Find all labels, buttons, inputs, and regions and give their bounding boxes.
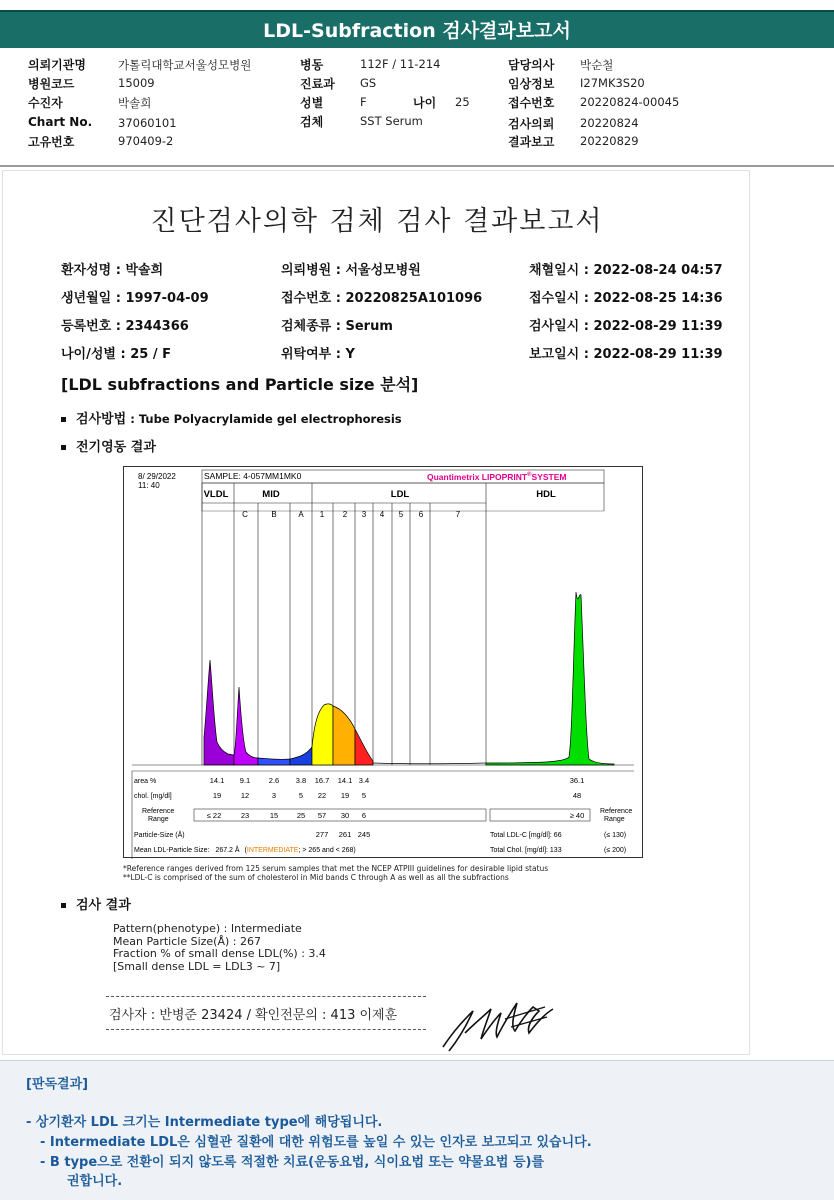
reference-value: 30 <box>340 811 350 820</box>
band-label-B: B <box>271 510 277 519</box>
header-label: 나이 <box>413 96 437 110</box>
chol-value: 22 <box>317 791 327 800</box>
row-label-ref-right: Reference <box>600 808 633 815</box>
row-label-area: area % <box>134 778 157 785</box>
bullet-icon <box>61 903 66 908</box>
patient-info: 위탁여부 : Y <box>281 347 355 362</box>
band-label-7: 7 <box>455 510 461 519</box>
electro-heading <box>61 436 156 455</box>
header-label: 접수번호 <box>508 96 555 110</box>
patient-info: 생년월일 : 1997-04-09 <box>61 291 209 306</box>
header-value: F <box>360 95 367 109</box>
mid-c-peak <box>234 687 258 765</box>
examiner-line: 검사자 : 반병준 23424 / 확인전문의 : 413 이제훈 <box>109 1008 398 1023</box>
band-label-A: A <box>298 510 304 519</box>
header-label: 검사의뢰 <box>508 117 555 131</box>
mean-size-label: Mean LDL-Particle Size: 267.2 Å (INTERMEDIATE; > 265 and < 268) <box>134 847 356 854</box>
reference-value: 15 <box>269 811 279 820</box>
patient-info: 접수일시 : 2022-08-25 14:36 <box>529 291 723 306</box>
method-line <box>61 408 402 427</box>
header-info <box>0 56 834 168</box>
header-value: 20220829 <box>580 134 639 148</box>
note-line: *Reference ranges derived from 125 serum samples that met the NCEP ATPIII guidelines for desirable lipid status <box>123 864 549 873</box>
signature-bottom-rule <box>106 1029 426 1030</box>
sample-id: SAMPLE: 4-057MM1MK0 <box>204 471 302 481</box>
chart-notes <box>123 864 548 882</box>
header-label: 병원코드 <box>28 77 75 91</box>
patient-info: 보고일시 : 2022-08-29 11:39 <box>529 347 723 362</box>
header-label: 임상정보 <box>508 77 555 91</box>
header-value: 25 <box>455 95 470 109</box>
chol-value: 3 <box>271 791 277 800</box>
electrophoresis-curve <box>204 592 614 765</box>
area-pct-value: 36.1 <box>569 776 585 785</box>
patient-info: 나이/성별 : 25 / F <box>61 347 172 362</box>
area-pct-value: 14.1 <box>209 776 225 785</box>
electrophoresis-svg <box>124 467 644 859</box>
reference-value: ≤ 22 <box>206 811 222 820</box>
ldl2-peak <box>333 706 355 765</box>
result-line: Mean Particle Size(Å) : 267 <box>113 934 261 948</box>
interpretation-heading: [판독결과] <box>26 1077 89 1092</box>
header-label: 의뢰기관명 <box>28 58 86 72</box>
group-ldl: LDL <box>390 489 410 500</box>
chol-value: 19 <box>340 791 350 800</box>
vldl-peak <box>204 660 234 765</box>
method-label: 검사방법 <box>76 412 127 427</box>
interpretation-line: 권합니다. <box>67 1174 123 1189</box>
ldl1-peak <box>312 704 333 765</box>
patient-info: 의뢰병원 : 서울성모병원 <box>281 263 421 278</box>
result-line: Fraction % of small dense LDL(%) : 3.4 <box>113 947 326 960</box>
header-value: 박순철 <box>580 58 614 72</box>
group-hdl: HDL <box>536 489 556 500</box>
note-line: **LDL-C is comprised of the sum of cholesterol in Mid bands C through A as well as all the subfractions <box>123 873 509 882</box>
area-pct-value: 3.8 <box>295 776 307 785</box>
method-value: : Tube Polyacrylamide gel electrophoresis <box>126 412 402 426</box>
ldl3-peak <box>355 729 373 765</box>
patient-info: 채혈일시 : 2022-08-24 04:57 <box>529 263 723 278</box>
area-pct-value: 3.4 <box>358 776 370 785</box>
report-document <box>2 170 750 1055</box>
band-label-2: 2 <box>342 510 348 519</box>
bullet-icon <box>61 417 66 422</box>
mid-a-peak <box>290 747 312 765</box>
header-value: 20220824-00045 <box>580 95 680 109</box>
row-label-ref-right2: Range <box>604 816 625 823</box>
report-title: 진단검사의학 검체 검사 결과보고서 <box>150 206 604 237</box>
particle-size-value: 277 <box>315 830 329 839</box>
header-label: 진료과 <box>300 77 335 91</box>
interpretation-line: - B type으로 전환이 되지 않도록 적절한 치료(운동요법, 식이요법 또는 약물요법 등)를 <box>40 1155 545 1170</box>
result-line: [Small dense LDL = LDL3 ~ 7] <box>113 959 281 973</box>
signature-top-rule <box>106 996 426 997</box>
patient-info: 등록번호 : 2344366 <box>61 319 189 334</box>
header-label: 검체 <box>300 115 324 129</box>
reference-value: 23 <box>240 811 250 820</box>
particle-size-value: 245 <box>357 830 371 839</box>
band-label-5: 5 <box>398 510 404 519</box>
result-heading <box>61 894 131 913</box>
header-value: 20220824 <box>580 116 639 130</box>
band-label-4: 4 <box>379 510 385 519</box>
header-value: 970409-2 <box>118 134 174 148</box>
header-value: 가톨릭대학교서울성모병원 <box>118 58 252 72</box>
header-value: GS <box>360 76 377 90</box>
header-value: 박솔희 <box>118 96 152 110</box>
header-value: 112F / 11-214 <box>360 57 441 71</box>
header-divider <box>0 165 834 167</box>
mid-b-peak <box>258 758 290 765</box>
patient-info: 접수번호 : 20220825A101096 <box>281 291 483 306</box>
brand-label: Quantimetrix LIPOPRINT®SYSTEM <box>427 472 567 482</box>
band-label-1: 1 <box>319 510 325 519</box>
row-label-ref2: Range <box>148 816 169 823</box>
area-pct-value: 14.1 <box>337 776 353 785</box>
lipoprint-chart <box>123 466 643 858</box>
row-label-chol: chol. [mg/dl] <box>134 793 172 800</box>
header-label: 고유번호 <box>28 135 75 149</box>
chol-value: 19 <box>212 791 222 800</box>
reference-value: 6 <box>361 811 367 820</box>
header-label: 결과보고 <box>508 135 555 149</box>
patient-info: 검체종류 : Serum <box>281 319 393 334</box>
ldl-tail <box>373 763 486 764</box>
section-title: [LDL subfractions and Particle size 분석] <box>61 375 419 394</box>
header-value: SST Serum <box>360 114 423 128</box>
area-pct-value: 2.6 <box>268 776 280 785</box>
total-chol: Total Chol. [mg/dl]: 133 <box>490 847 562 854</box>
header-value: I27MK3S20 <box>580 76 645 90</box>
electro-label: 전기영동 결과 <box>76 440 156 455</box>
result-line: Pattern(phenotype) : Intermediate <box>113 922 302 935</box>
total-ldl-ref: (≤ 130) <box>604 832 627 839</box>
header-label: 성별 <box>300 96 324 110</box>
interpretation-line: - Intermediate LDL은 심혈관 질환에 대한 위험도를 높일 수 있는 인자로 보고되고 있습니다. <box>40 1135 592 1150</box>
particle-size-value: 261 <box>338 830 352 839</box>
header-value: 15009 <box>118 76 155 90</box>
header-label: 담당의사 <box>508 58 555 72</box>
total-chol-ref: (≤ 200) <box>604 847 627 854</box>
bullet-icon <box>61 445 66 450</box>
header-label: Chart No. <box>28 115 93 129</box>
band-label-3: 3 <box>361 510 367 519</box>
header-value: 37060101 <box>118 116 177 130</box>
reference-value: ≥ 40 <box>569 811 585 820</box>
reference-value: 25 <box>296 811 306 820</box>
reference-value: 57 <box>317 811 327 820</box>
chol-value: 12 <box>240 791 250 800</box>
chart-time: 11: 40 <box>138 481 160 490</box>
area-pct-value: 9.1 <box>239 776 251 785</box>
value-table <box>207 776 585 839</box>
chol-value: 48 <box>572 791 582 800</box>
chol-value: 5 <box>298 791 304 800</box>
interpretation-line: - 상기환자 LDL 크기는 Intermediate type에 해당됩니다. <box>26 1115 383 1130</box>
patient-info: 검사일시 : 2022-08-29 11:39 <box>529 319 723 334</box>
band-label-6: 6 <box>418 510 424 519</box>
report-title-bar: LDL-Subfraction 검사결과보고서 <box>0 10 834 48</box>
signature-image <box>435 989 565 1055</box>
particle-size-label: Particle-Size (Å) <box>134 832 185 839</box>
group-vldl: VLDL <box>203 489 229 500</box>
header-label: 병동 <box>300 58 324 72</box>
band-label-C: C <box>242 510 248 519</box>
area-pct-value: 16.7 <box>314 776 330 785</box>
group-mid: MID <box>262 489 280 500</box>
row-label-ref: Reference <box>142 808 175 815</box>
result-block <box>113 923 326 973</box>
hdl-peak <box>486 592 614 765</box>
patient-info: 환자성명 : 박솔희 <box>61 263 164 278</box>
header-label: 수진자 <box>28 96 63 110</box>
result-label: 검사 결과 <box>76 898 131 913</box>
total-ldl: Total LDL-C [mg/dl]: 66 <box>490 832 562 839</box>
chol-value: 5 <box>361 791 367 800</box>
interpretation-panel <box>0 1060 834 1200</box>
band-labels <box>242 510 461 519</box>
chart-date: 8/ 29/2022 <box>138 472 176 481</box>
